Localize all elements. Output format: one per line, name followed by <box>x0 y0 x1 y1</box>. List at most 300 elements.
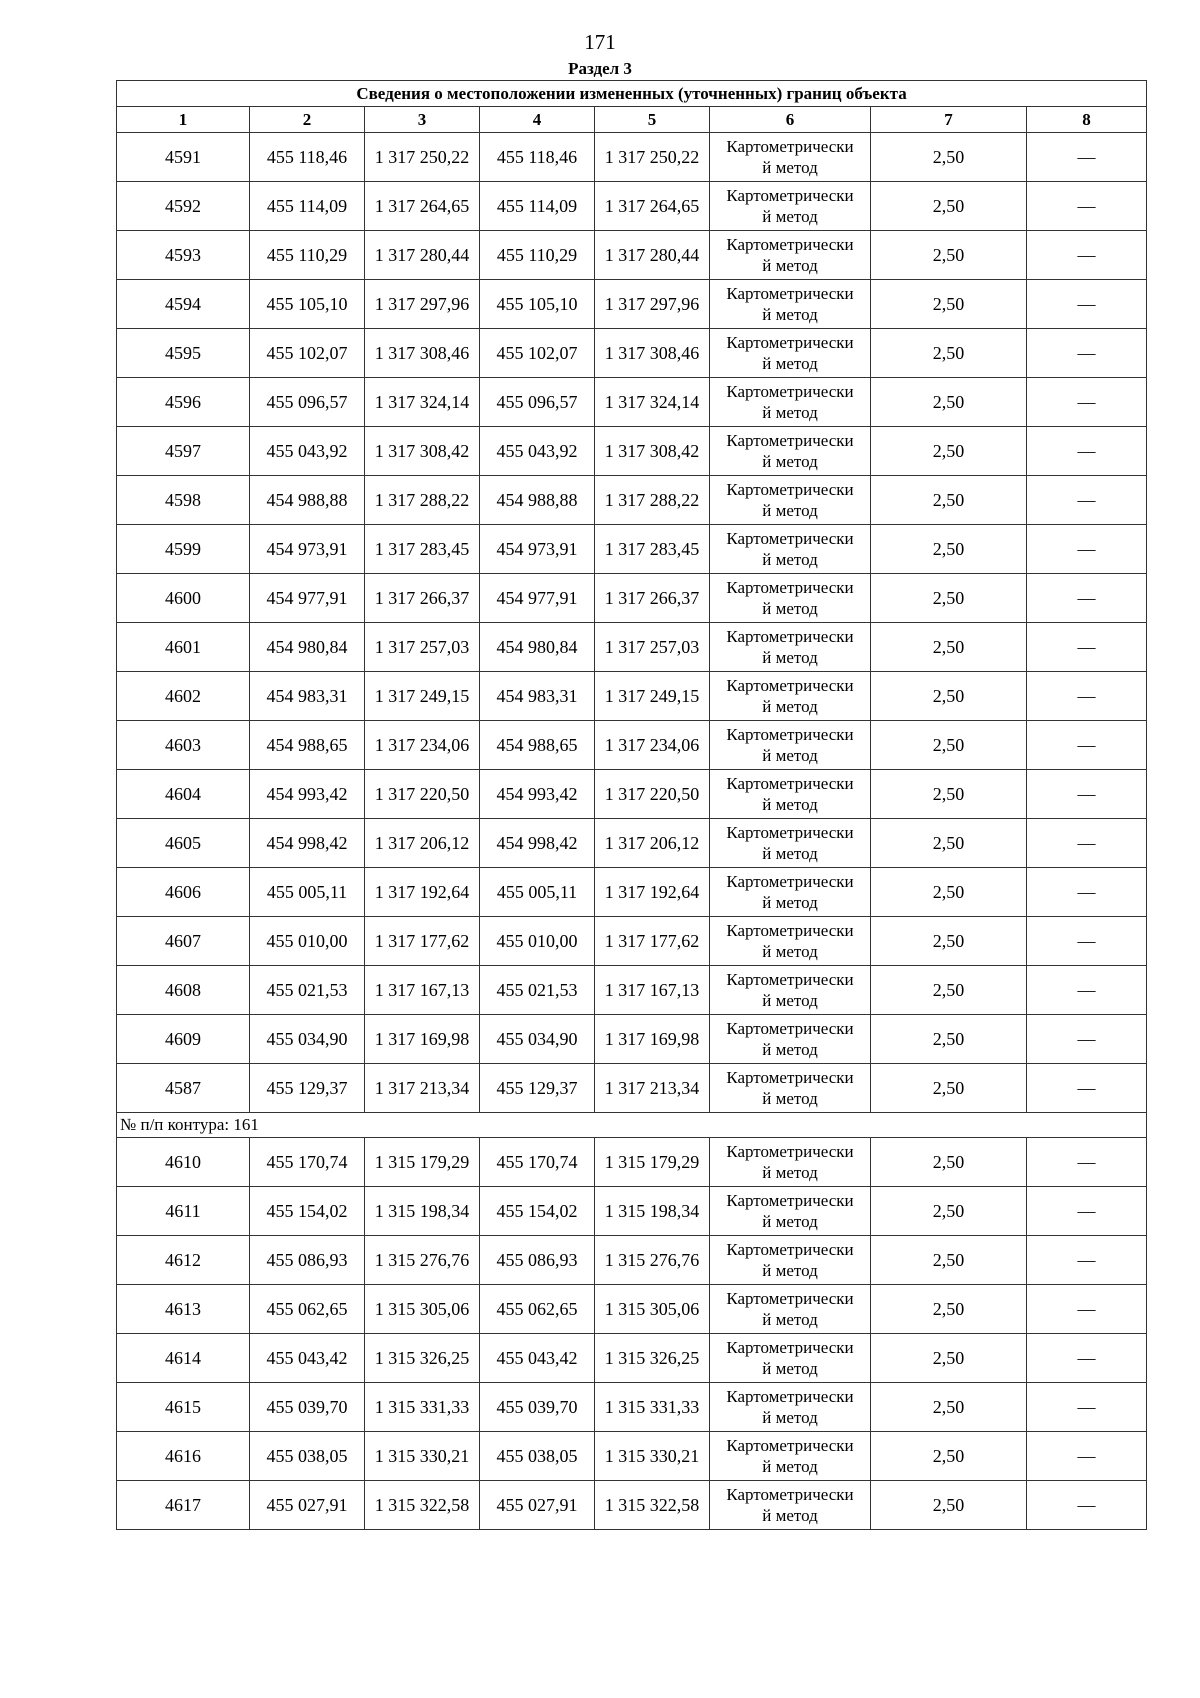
method-line: й метод <box>762 893 818 912</box>
method-line: й метод <box>762 844 818 863</box>
x-new-cell: 455 021,53 <box>480 966 595 1015</box>
method-line: й метод <box>762 599 818 618</box>
x-new-cell: 454 980,84 <box>480 623 595 672</box>
method-cell <box>710 133 871 182</box>
x-old-cell: 454 993,42 <box>250 770 365 819</box>
accuracy-cell: 2,50 <box>871 525 1027 574</box>
y-new-cell: 1 317 257,03 <box>595 623 710 672</box>
point-number-cell: 4612 <box>117 1236 250 1285</box>
y-old-cell: 1 317 213,34 <box>365 1064 480 1113</box>
method-cell <box>710 966 871 1015</box>
method-cell <box>710 182 871 231</box>
y-new-cell: 1 317 283,45 <box>595 525 710 574</box>
note-cell: — <box>1027 819 1147 868</box>
x-old-cell: 455 096,57 <box>250 378 365 427</box>
method-cell <box>710 329 871 378</box>
note-cell: — <box>1027 1138 1147 1187</box>
y-old-cell: 1 315 331,33 <box>365 1383 480 1432</box>
table-row <box>117 1481 1147 1530</box>
y-old-cell: 1 317 250,22 <box>365 133 480 182</box>
y-new-cell: 1 317 249,15 <box>595 672 710 721</box>
y-new-cell: 1 317 264,65 <box>595 182 710 231</box>
y-old-cell: 1 317 264,65 <box>365 182 480 231</box>
x-old-cell: 455 021,53 <box>250 966 365 1015</box>
x-old-cell: 455 039,70 <box>250 1383 365 1432</box>
method-line: й метод <box>762 746 818 765</box>
method-cell <box>710 623 871 672</box>
table-row <box>117 1236 1147 1285</box>
y-old-cell: 1 315 326,25 <box>365 1334 480 1383</box>
method-cell <box>710 819 871 868</box>
accuracy-cell: 2,50 <box>871 574 1027 623</box>
x-new-cell: 455 110,29 <box>480 231 595 280</box>
y-new-cell: 1 317 213,34 <box>595 1064 710 1113</box>
x-old-cell: 455 062,65 <box>250 1285 365 1334</box>
column-number: 4 <box>480 107 595 133</box>
accuracy-cell: 2,50 <box>871 1481 1027 1530</box>
note-cell: — <box>1027 1064 1147 1113</box>
accuracy-cell: 2,50 <box>871 1383 1027 1432</box>
x-old-cell: 455 038,05 <box>250 1432 365 1481</box>
note-cell: — <box>1027 1432 1147 1481</box>
note-cell: — <box>1027 770 1147 819</box>
x-new-cell: 455 154,02 <box>480 1187 595 1236</box>
method-line: й метод <box>762 1261 818 1280</box>
table-row <box>117 280 1147 329</box>
method-line: й метод <box>762 158 818 177</box>
y-new-cell: 1 315 198,34 <box>595 1187 710 1236</box>
method-line: Картометрически <box>726 1436 854 1455</box>
accuracy-cell: 2,50 <box>871 770 1027 819</box>
point-number-cell: 4587 <box>117 1064 250 1113</box>
method-cell <box>710 868 871 917</box>
x-new-cell: 455 005,11 <box>480 868 595 917</box>
note-cell: — <box>1027 917 1147 966</box>
point-number-cell: 4615 <box>117 1383 250 1432</box>
accuracy-cell: 2,50 <box>871 280 1027 329</box>
point-number-cell: 4598 <box>117 476 250 525</box>
column-number: 3 <box>365 107 480 133</box>
y-new-cell: 1 317 297,96 <box>595 280 710 329</box>
y-new-cell: 1 317 308,46 <box>595 329 710 378</box>
contour-row <box>117 1113 1147 1138</box>
point-number-cell: 4595 <box>117 329 250 378</box>
method-line: Картометрически <box>726 627 854 646</box>
point-number-cell: 4617 <box>117 1481 250 1530</box>
method-line: Картометрически <box>726 382 854 401</box>
x-old-cell: 455 034,90 <box>250 1015 365 1064</box>
x-new-cell: 455 096,57 <box>480 378 595 427</box>
x-old-cell: 455 105,10 <box>250 280 365 329</box>
accuracy-cell: 2,50 <box>871 966 1027 1015</box>
x-old-cell: 454 988,88 <box>250 476 365 525</box>
y-new-cell: 1 317 288,22 <box>595 476 710 525</box>
y-old-cell: 1 317 220,50 <box>365 770 480 819</box>
point-number-cell: 4606 <box>117 868 250 917</box>
point-number-cell: 4597 <box>117 427 250 476</box>
x-old-cell: 454 973,91 <box>250 525 365 574</box>
table-row <box>117 868 1147 917</box>
method-cell <box>710 280 871 329</box>
table-title: Сведения о местоположении измененных (уточненных) границ объекта <box>117 81 1147 107</box>
contour-label: № п/п контура: 161 <box>117 1113 1147 1138</box>
table-row <box>117 819 1147 868</box>
y-new-cell: 1 315 305,06 <box>595 1285 710 1334</box>
x-old-cell: 455 102,07 <box>250 329 365 378</box>
table-row <box>117 1334 1147 1383</box>
point-number-cell: 4596 <box>117 378 250 427</box>
table-row <box>117 672 1147 721</box>
method-cell <box>710 1334 871 1383</box>
point-number-cell: 4608 <box>117 966 250 1015</box>
accuracy-cell: 2,50 <box>871 427 1027 476</box>
x-new-cell: 454 983,31 <box>480 672 595 721</box>
point-number-cell: 4609 <box>117 1015 250 1064</box>
method-line: й метод <box>762 1089 818 1108</box>
method-line: Картометрически <box>726 284 854 303</box>
x-new-cell: 454 973,91 <box>480 525 595 574</box>
point-number-cell: 4611 <box>117 1187 250 1236</box>
y-new-cell: 1 317 206,12 <box>595 819 710 868</box>
accuracy-cell: 2,50 <box>871 476 1027 525</box>
method-line: Картометрически <box>726 725 854 744</box>
point-number-cell: 4603 <box>117 721 250 770</box>
note-cell: — <box>1027 1285 1147 1334</box>
y-new-cell: 1 315 322,58 <box>595 1481 710 1530</box>
method-line: Картометрически <box>726 333 854 352</box>
x-new-cell: 455 034,90 <box>480 1015 595 1064</box>
note-cell: — <box>1027 574 1147 623</box>
method-cell <box>710 1432 871 1481</box>
table-row <box>117 966 1147 1015</box>
method-cell <box>710 231 871 280</box>
table-row <box>117 574 1147 623</box>
note-cell: — <box>1027 868 1147 917</box>
method-line: Картометрически <box>726 676 854 695</box>
method-line: й метод <box>762 452 818 471</box>
method-line: й метод <box>762 942 818 961</box>
point-number-cell: 4607 <box>117 917 250 966</box>
method-cell <box>710 1064 871 1113</box>
method-line: й метод <box>762 354 818 373</box>
accuracy-cell: 2,50 <box>871 182 1027 231</box>
method-cell <box>710 1481 871 1530</box>
y-new-cell: 1 317 280,44 <box>595 231 710 280</box>
y-new-cell: 1 315 276,76 <box>595 1236 710 1285</box>
x-old-cell: 455 043,42 <box>250 1334 365 1383</box>
method-line: й метод <box>762 550 818 569</box>
method-line: Картометрически <box>726 578 854 597</box>
table-row <box>117 525 1147 574</box>
accuracy-cell: 2,50 <box>871 231 1027 280</box>
y-old-cell: 1 317 288,22 <box>365 476 480 525</box>
x-old-cell: 455 170,74 <box>250 1138 365 1187</box>
x-new-cell: 455 118,46 <box>480 133 595 182</box>
y-old-cell: 1 315 276,76 <box>365 1236 480 1285</box>
x-new-cell: 455 039,70 <box>480 1383 595 1432</box>
note-cell: — <box>1027 476 1147 525</box>
method-line: й метод <box>762 1212 818 1231</box>
method-line: й метод <box>762 305 818 324</box>
x-old-cell: 454 988,65 <box>250 721 365 770</box>
x-old-cell: 454 983,31 <box>250 672 365 721</box>
x-new-cell: 455 114,09 <box>480 182 595 231</box>
method-line: й метод <box>762 1359 818 1378</box>
accuracy-cell: 2,50 <box>871 721 1027 770</box>
x-old-cell: 454 998,42 <box>250 819 365 868</box>
column-number: 7 <box>871 107 1027 133</box>
method-line: Картометрически <box>726 921 854 940</box>
column-number: 5 <box>595 107 710 133</box>
note-cell: — <box>1027 182 1147 231</box>
method-line: Картометрически <box>726 480 854 499</box>
x-new-cell: 455 043,92 <box>480 427 595 476</box>
method-cell <box>710 378 871 427</box>
point-number-cell: 4602 <box>117 672 250 721</box>
y-old-cell: 1 315 330,21 <box>365 1432 480 1481</box>
y-new-cell: 1 317 169,98 <box>595 1015 710 1064</box>
point-number-cell: 4613 <box>117 1285 250 1334</box>
point-number-cell: 4600 <box>117 574 250 623</box>
page-number: 171 <box>584 30 616 54</box>
y-new-cell: 1 317 266,37 <box>595 574 710 623</box>
x-old-cell: 455 027,91 <box>250 1481 365 1530</box>
x-new-cell: 455 038,05 <box>480 1432 595 1481</box>
accuracy-cell: 2,50 <box>871 868 1027 917</box>
point-number-cell: 4601 <box>117 623 250 672</box>
table-row <box>117 378 1147 427</box>
column-number: 2 <box>250 107 365 133</box>
x-new-cell: 455 043,42 <box>480 1334 595 1383</box>
method-line: Картометрически <box>726 235 854 254</box>
y-new-cell: 1 317 220,50 <box>595 770 710 819</box>
method-cell <box>710 721 871 770</box>
accuracy-cell: 2,50 <box>871 1432 1027 1481</box>
x-new-cell: 454 993,42 <box>480 770 595 819</box>
accuracy-cell: 2,50 <box>871 1138 1027 1187</box>
table-row <box>117 133 1147 182</box>
y-old-cell: 1 317 167,13 <box>365 966 480 1015</box>
y-new-cell: 1 315 330,21 <box>595 1432 710 1481</box>
method-cell <box>710 1383 871 1432</box>
table-row <box>117 770 1147 819</box>
method-line: Картометрически <box>726 823 854 842</box>
method-line: й метод <box>762 403 818 422</box>
y-old-cell: 1 317 308,42 <box>365 427 480 476</box>
x-new-cell: 455 086,93 <box>480 1236 595 1285</box>
method-line: й метод <box>762 697 818 716</box>
x-new-cell: 455 027,91 <box>480 1481 595 1530</box>
x-new-cell: 455 105,10 <box>480 280 595 329</box>
x-new-cell: 454 988,65 <box>480 721 595 770</box>
method-line: Картометрически <box>726 1289 854 1308</box>
y-old-cell: 1 315 179,29 <box>365 1138 480 1187</box>
note-cell: — <box>1027 378 1147 427</box>
method-cell <box>710 1138 871 1187</box>
note-cell: — <box>1027 1383 1147 1432</box>
accuracy-cell: 2,50 <box>871 1187 1027 1236</box>
x-new-cell: 455 102,07 <box>480 329 595 378</box>
method-line: Картометрически <box>726 431 854 450</box>
method-line: Картометрически <box>726 1240 854 1259</box>
y-old-cell: 1 315 198,34 <box>365 1187 480 1236</box>
accuracy-cell: 2,50 <box>871 819 1027 868</box>
method-line: й метод <box>762 991 818 1010</box>
table-row <box>117 1187 1147 1236</box>
y-new-cell: 1 317 167,13 <box>595 966 710 1015</box>
table-row <box>117 231 1147 280</box>
table-row <box>117 1285 1147 1334</box>
method-line: й метод <box>762 501 818 520</box>
note-cell: — <box>1027 966 1147 1015</box>
x-new-cell: 455 129,37 <box>480 1064 595 1113</box>
x-old-cell: 455 154,02 <box>250 1187 365 1236</box>
y-new-cell: 1 315 326,25 <box>595 1334 710 1383</box>
y-old-cell: 1 317 308,46 <box>365 329 480 378</box>
coordinates-table <box>116 80 1147 1530</box>
note-cell: — <box>1027 280 1147 329</box>
method-cell <box>710 427 871 476</box>
point-number-cell: 4599 <box>117 525 250 574</box>
x-old-cell: 455 010,00 <box>250 917 365 966</box>
y-old-cell: 1 317 280,44 <box>365 231 480 280</box>
note-cell: — <box>1027 721 1147 770</box>
table-row <box>117 917 1147 966</box>
method-line: й метод <box>762 256 818 275</box>
y-new-cell: 1 317 192,64 <box>595 868 710 917</box>
x-new-cell: 455 170,74 <box>480 1138 595 1187</box>
x-new-cell: 454 988,88 <box>480 476 595 525</box>
method-line: Картометрически <box>726 1387 854 1406</box>
method-cell <box>710 770 871 819</box>
note-cell: — <box>1027 1334 1147 1383</box>
column-number: 1 <box>117 107 250 133</box>
x-old-cell: 455 118,46 <box>250 133 365 182</box>
point-number-cell: 4594 <box>117 280 250 329</box>
method-line: й метод <box>762 1163 818 1182</box>
y-old-cell: 1 315 322,58 <box>365 1481 480 1530</box>
accuracy-cell: 2,50 <box>871 623 1027 672</box>
note-cell: — <box>1027 329 1147 378</box>
table-row <box>117 623 1147 672</box>
note-cell: — <box>1027 231 1147 280</box>
y-old-cell: 1 317 169,98 <box>365 1015 480 1064</box>
x-new-cell: 455 062,65 <box>480 1285 595 1334</box>
x-new-cell: 454 977,91 <box>480 574 595 623</box>
y-new-cell: 1 315 331,33 <box>595 1383 710 1432</box>
method-line: й метод <box>762 1310 818 1329</box>
column-number-row <box>117 107 1147 133</box>
accuracy-cell: 2,50 <box>871 133 1027 182</box>
x-old-cell: 454 980,84 <box>250 623 365 672</box>
table-row <box>117 1064 1147 1113</box>
point-number-cell: 4593 <box>117 231 250 280</box>
x-old-cell: 454 977,91 <box>250 574 365 623</box>
x-new-cell: 454 998,42 <box>480 819 595 868</box>
point-number-cell: 4616 <box>117 1432 250 1481</box>
y-old-cell: 1 317 297,96 <box>365 280 480 329</box>
accuracy-cell: 2,50 <box>871 917 1027 966</box>
table-row <box>117 182 1147 231</box>
method-cell <box>710 574 871 623</box>
point-number-cell: 4605 <box>117 819 250 868</box>
y-old-cell: 1 317 206,12 <box>365 819 480 868</box>
table-title-row <box>117 81 1147 107</box>
accuracy-cell: 2,50 <box>871 1015 1027 1064</box>
table-row <box>117 1138 1147 1187</box>
method-line: Картометрически <box>726 1338 854 1357</box>
method-line: Картометрически <box>726 186 854 205</box>
y-old-cell: 1 317 234,06 <box>365 721 480 770</box>
table-row <box>117 1432 1147 1481</box>
y-old-cell: 1 317 249,15 <box>365 672 480 721</box>
method-line: й метод <box>762 1040 818 1059</box>
column-number: 6 <box>710 107 871 133</box>
section-title: Раздел 3 <box>568 59 632 78</box>
accuracy-cell: 2,50 <box>871 672 1027 721</box>
method-cell <box>710 1187 871 1236</box>
x-old-cell: 455 110,29 <box>250 231 365 280</box>
x-old-cell: 455 005,11 <box>250 868 365 917</box>
y-new-cell: 1 317 177,62 <box>595 917 710 966</box>
note-cell: — <box>1027 1015 1147 1064</box>
note-cell: — <box>1027 1481 1147 1530</box>
method-line: й метод <box>762 1408 818 1427</box>
table-row <box>117 329 1147 378</box>
table-row <box>117 427 1147 476</box>
y-new-cell: 1 317 234,06 <box>595 721 710 770</box>
method-cell <box>710 476 871 525</box>
x-old-cell: 455 114,09 <box>250 182 365 231</box>
method-line: Картометрически <box>726 1019 854 1038</box>
column-number: 8 <box>1027 107 1147 133</box>
y-new-cell: 1 317 250,22 <box>595 133 710 182</box>
method-line: Картометрически <box>726 1068 854 1087</box>
method-line: Картометрически <box>726 774 854 793</box>
x-old-cell: 455 086,93 <box>250 1236 365 1285</box>
note-cell: — <box>1027 1187 1147 1236</box>
table-row <box>117 721 1147 770</box>
method-line: й метод <box>762 795 818 814</box>
point-number-cell: 4604 <box>117 770 250 819</box>
method-line: Картометрически <box>726 970 854 989</box>
point-number-cell: 4592 <box>117 182 250 231</box>
method-line: й метод <box>762 1457 818 1476</box>
method-line: Картометрически <box>726 529 854 548</box>
table-body <box>117 81 1147 1530</box>
method-line: й метод <box>762 648 818 667</box>
method-line: Картометрически <box>726 1142 854 1161</box>
accuracy-cell: 2,50 <box>871 1064 1027 1113</box>
method-cell <box>710 1285 871 1334</box>
accuracy-cell: 2,50 <box>871 329 1027 378</box>
y-old-cell: 1 317 324,14 <box>365 378 480 427</box>
accuracy-cell: 2,50 <box>871 1334 1027 1383</box>
y-old-cell: 1 317 266,37 <box>365 574 480 623</box>
y-old-cell: 1 317 283,45 <box>365 525 480 574</box>
method-cell <box>710 525 871 574</box>
table-row <box>117 476 1147 525</box>
method-line: Картометрически <box>726 872 854 891</box>
table-row <box>117 1015 1147 1064</box>
y-old-cell: 1 315 305,06 <box>365 1285 480 1334</box>
y-old-cell: 1 317 177,62 <box>365 917 480 966</box>
point-number-cell: 4614 <box>117 1334 250 1383</box>
x-old-cell: 455 129,37 <box>250 1064 365 1113</box>
method-line: й метод <box>762 207 818 226</box>
y-new-cell: 1 315 179,29 <box>595 1138 710 1187</box>
method-cell <box>710 917 871 966</box>
